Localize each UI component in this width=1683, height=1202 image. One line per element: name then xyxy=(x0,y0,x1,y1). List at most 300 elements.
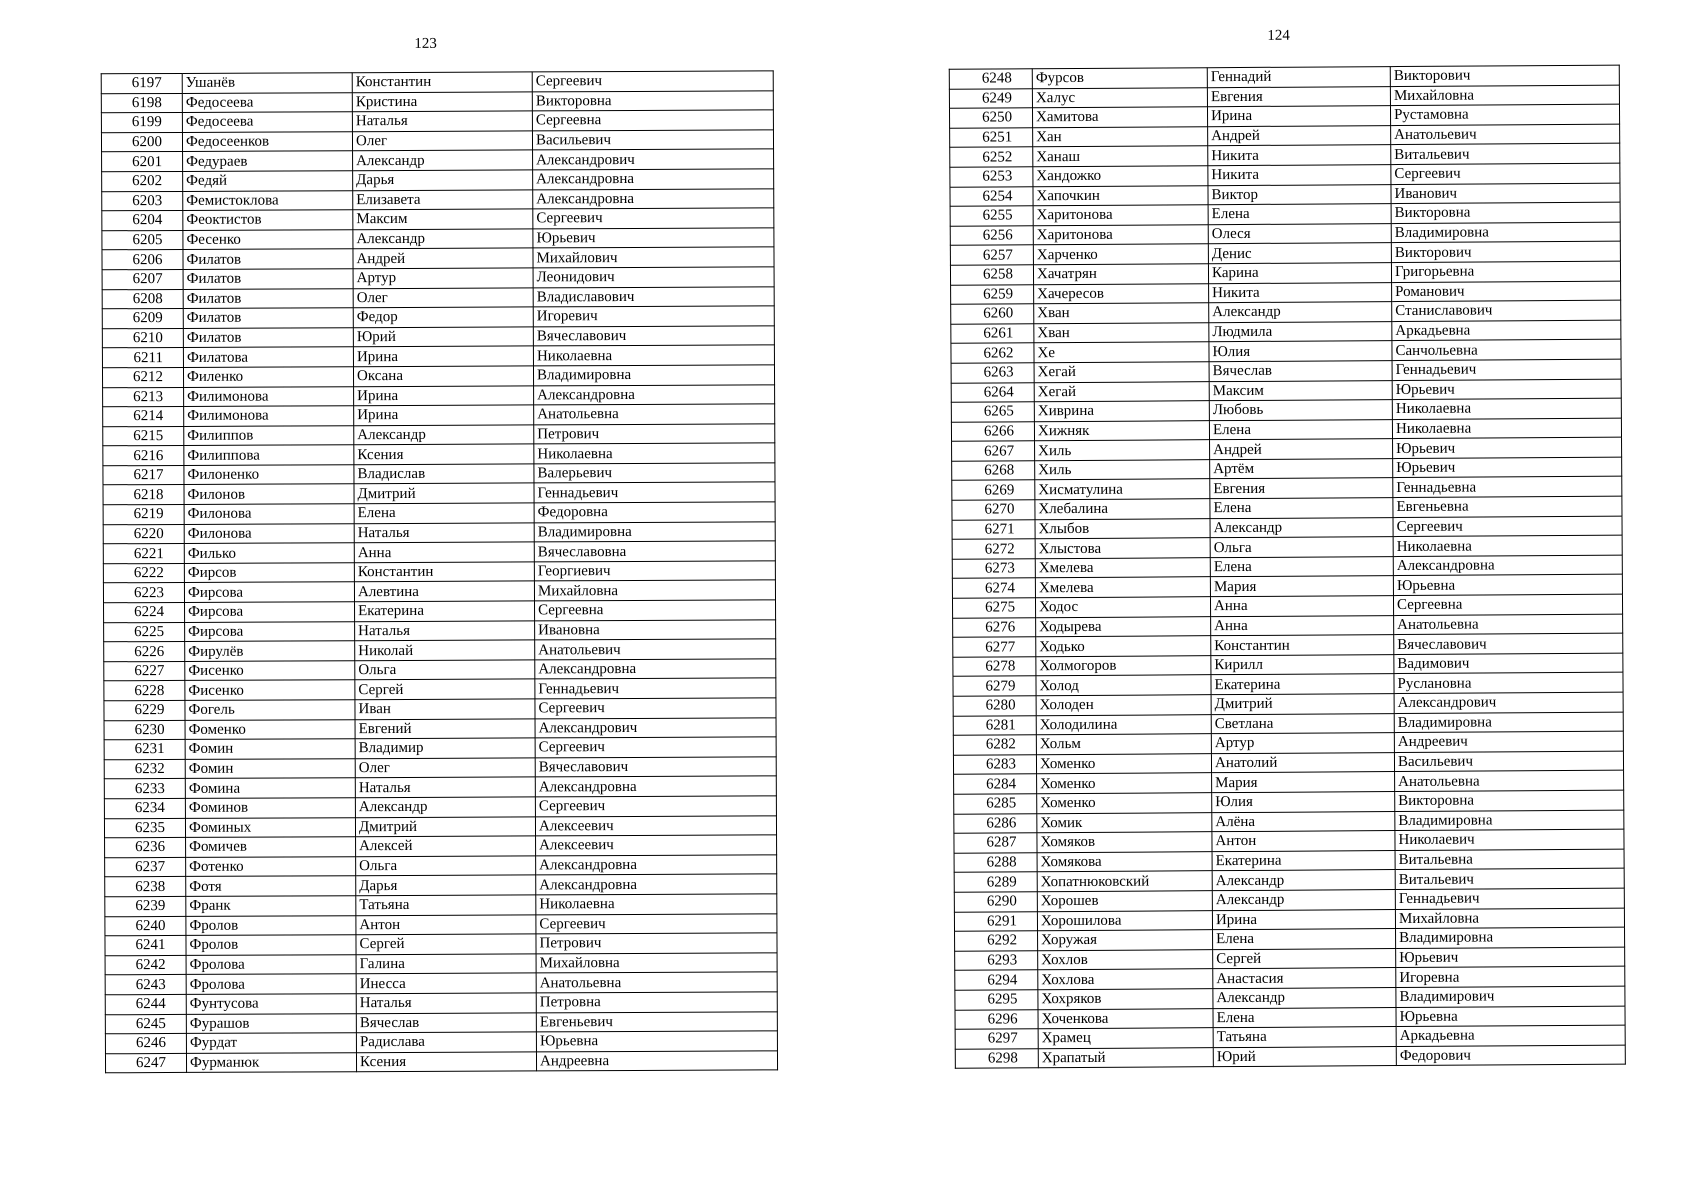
row-number: 6270 xyxy=(952,500,1035,520)
last-name: Хиль xyxy=(1035,460,1210,481)
patronymic: Викторовна xyxy=(532,90,773,111)
last-name: Хамитова xyxy=(1032,107,1207,128)
row-number: 6257 xyxy=(950,245,1033,265)
last-name: Филиппов xyxy=(184,425,354,445)
last-name: Хмелева xyxy=(1035,577,1210,598)
last-name: Фомина xyxy=(185,778,355,798)
row-number: 6199 xyxy=(101,113,182,133)
row-number: 6276 xyxy=(953,617,1036,637)
patronymic: Васильевич xyxy=(1394,751,1623,772)
last-name: Хлебалина xyxy=(1035,499,1210,520)
row-number: 6269 xyxy=(952,480,1035,500)
last-name: Хиль xyxy=(1035,440,1210,461)
last-name: Филатов xyxy=(183,308,353,328)
last-name: Фоменко xyxy=(185,719,355,739)
row-number: 6250 xyxy=(949,108,1032,128)
patronymic: Игоревна xyxy=(1396,966,1625,987)
patronymic: Сергеевич xyxy=(1393,516,1622,537)
last-name: Хлыбов xyxy=(1035,518,1210,539)
patronymic: Юрьевна xyxy=(1393,575,1622,596)
patronymic: Вячеславович xyxy=(533,326,774,347)
row-number: 6289 xyxy=(954,872,1037,892)
patronymic: Сергеевич xyxy=(535,737,776,758)
patronymic: Иванович xyxy=(1391,183,1620,204)
first-name: Владислав xyxy=(354,464,534,484)
row-number: 6230 xyxy=(104,720,185,740)
row-number: 6293 xyxy=(955,950,1038,970)
row-number: 6246 xyxy=(105,1034,186,1054)
patronymic: Михайловна xyxy=(1395,908,1624,929)
first-name: Мария xyxy=(1210,576,1393,597)
row-number: 6282 xyxy=(953,735,1036,755)
first-name: Алексей xyxy=(356,836,536,856)
last-name: Федосеенков xyxy=(182,131,352,151)
patronymic: Николаевна xyxy=(1393,535,1622,556)
patronymic: Григорьевна xyxy=(1391,261,1620,282)
row-number: 6245 xyxy=(105,1014,186,1034)
patronymic: Анатольевна xyxy=(534,404,775,425)
last-name: Ушанёв xyxy=(182,73,352,93)
last-name: Хван xyxy=(1034,303,1209,324)
patronymic: Алексеевич xyxy=(536,835,777,856)
first-name: Никита xyxy=(1208,165,1391,186)
first-name: Антон xyxy=(356,914,536,934)
first-name: Кирилл xyxy=(1211,654,1394,675)
row-number: 6280 xyxy=(953,696,1036,716)
last-name: Феоктистов xyxy=(183,210,353,230)
first-name: Ирина xyxy=(1207,106,1390,127)
patronymic: Геннадьевич xyxy=(535,678,776,699)
first-name: Дмитрий xyxy=(1211,694,1394,715)
first-name: Ольга xyxy=(355,660,535,680)
first-name: Дарья xyxy=(356,875,536,895)
first-name: Иван xyxy=(355,699,535,719)
patronymic: Юрьевич xyxy=(1393,457,1622,478)
patronymic: Юрьевна xyxy=(1396,1006,1625,1027)
first-name: Николай xyxy=(355,640,535,660)
row-number: 6233 xyxy=(104,779,185,799)
last-name: Филатов xyxy=(183,327,353,347)
last-name: Хачересов xyxy=(1034,283,1209,304)
row-number: 6236 xyxy=(105,838,186,858)
row-number: 6298 xyxy=(955,1048,1038,1068)
row-number: 6216 xyxy=(103,446,184,466)
first-name: Ксения xyxy=(354,444,534,464)
patronymic: Игоревич xyxy=(533,306,774,327)
patronymic: Валерьевич xyxy=(534,463,775,484)
roster-table xyxy=(101,70,778,1073)
row-number: 6274 xyxy=(952,578,1035,598)
last-name: Хандожко xyxy=(1033,166,1208,187)
row-number: 6214 xyxy=(103,407,184,427)
patronymic: Сергеевна xyxy=(532,110,773,131)
row-number: 6211 xyxy=(102,348,183,368)
row-number: 6210 xyxy=(102,328,183,348)
patronymic: Викторович xyxy=(1390,65,1619,86)
patronymic: Рустамовна xyxy=(1390,104,1619,125)
first-name: Андрей xyxy=(353,248,533,268)
patronymic: Анатольевич xyxy=(535,639,776,660)
row-number: 6237 xyxy=(105,857,186,877)
row-number: 6285 xyxy=(954,794,1037,814)
first-name: Наталья xyxy=(354,523,534,543)
row-number: 6286 xyxy=(954,813,1037,833)
last-name: Фогель xyxy=(185,700,355,720)
first-name: Артём xyxy=(1210,458,1393,479)
patronymic: Владимировна xyxy=(1395,810,1624,831)
row-number: 6264 xyxy=(951,382,1034,402)
first-name: Андрей xyxy=(1208,125,1391,146)
last-name: Фирсова xyxy=(185,602,355,622)
row-number: 6202 xyxy=(102,171,183,191)
row-number: 6209 xyxy=(102,309,183,329)
patronymic: Витальевна xyxy=(1395,849,1624,870)
first-name: Юрий xyxy=(1213,1046,1396,1067)
first-name: Любовь xyxy=(1209,400,1392,421)
patronymic: Сергеевич xyxy=(532,71,773,92)
last-name: Филиппова xyxy=(184,445,354,465)
row-number: 6258 xyxy=(950,265,1033,285)
last-name: Хегай xyxy=(1034,362,1209,383)
first-name: Елена xyxy=(1213,1007,1396,1028)
patronymic: Юрьевна xyxy=(536,1031,777,1052)
last-name: Хохлова xyxy=(1038,969,1213,990)
patronymic: Андреевич xyxy=(1394,731,1623,752)
patronymic: Сергеевна xyxy=(1393,594,1622,615)
patronymic: Юрьевич xyxy=(1393,437,1622,458)
first-name: Андрей xyxy=(1210,439,1393,460)
patronymic: Александровна xyxy=(536,855,777,876)
patronymic: Александровна xyxy=(536,874,777,895)
row-number: 6288 xyxy=(954,853,1037,873)
last-name: Хмелева xyxy=(1035,558,1210,579)
last-name: Харитонова xyxy=(1033,224,1208,245)
row-number: 6198 xyxy=(101,93,182,113)
row-number: 6273 xyxy=(952,559,1035,579)
last-name: Хоружая xyxy=(1038,930,1213,951)
patronymic: Евгеньевич xyxy=(536,1011,777,1032)
first-name: Оксана xyxy=(353,366,533,386)
last-name: Хоменко xyxy=(1037,793,1212,814)
row-number: 6262 xyxy=(951,343,1034,363)
last-name: Хорошилова xyxy=(1037,910,1212,931)
row-number: 6283 xyxy=(953,755,1036,775)
last-name: Фисенко xyxy=(185,680,355,700)
first-name: Александр xyxy=(1212,890,1395,911)
row-number: 6229 xyxy=(104,700,185,720)
patronymic: Александровна xyxy=(534,384,775,405)
last-name: Фисенко xyxy=(185,661,355,681)
row-number: 6224 xyxy=(104,602,185,622)
row-number: 6259 xyxy=(951,284,1034,304)
last-name: Храмец xyxy=(1038,1028,1213,1049)
first-name: Елена xyxy=(1210,556,1393,577)
first-name: Александр xyxy=(354,425,534,445)
last-name: Фомичев xyxy=(186,837,356,857)
last-name: Хапочкин xyxy=(1033,185,1208,206)
row-number: 6284 xyxy=(954,774,1037,794)
last-name: Филоненко xyxy=(184,465,354,485)
row-number: 6203 xyxy=(102,191,183,211)
first-name: Татьяна xyxy=(1213,1027,1396,1048)
first-name: Антон xyxy=(1212,831,1395,852)
last-name: Харитонова xyxy=(1033,205,1208,226)
row-number: 6253 xyxy=(950,167,1033,187)
last-name: Фомин xyxy=(185,758,355,778)
last-name: Холодилина xyxy=(1036,714,1211,735)
last-name: Хохлов xyxy=(1038,949,1213,970)
last-name: Филонова xyxy=(184,523,354,543)
patronymic: Викторовна xyxy=(1391,202,1620,223)
patronymic: Петрович xyxy=(534,424,775,445)
row-number: 6271 xyxy=(952,519,1035,539)
first-name: Екатерина xyxy=(1211,674,1394,695)
last-name: Ходос xyxy=(1035,597,1210,618)
first-name: Радислава xyxy=(356,1032,536,1052)
patronymic: Георгиевич xyxy=(534,561,775,582)
first-name: Анатолий xyxy=(1211,752,1394,773)
patronymic: Михайловна xyxy=(536,953,777,974)
row-number: 6272 xyxy=(952,539,1035,559)
last-name: Хисматулина xyxy=(1035,479,1210,500)
row-number: 6251 xyxy=(950,128,1033,148)
roster-table xyxy=(949,65,1626,1069)
first-name: Федор xyxy=(353,307,533,327)
first-name: Александр xyxy=(355,797,535,817)
row-number: 6217 xyxy=(103,465,184,485)
row-number: 6218 xyxy=(103,485,184,505)
row-number: 6223 xyxy=(103,583,184,603)
first-name: Максим xyxy=(353,209,533,229)
patronymic: Сергеевич xyxy=(535,698,776,719)
first-name: Денис xyxy=(1208,243,1391,264)
row-number: 6239 xyxy=(105,896,186,916)
first-name: Елизавета xyxy=(353,189,533,209)
patronymic: Геннадьевич xyxy=(1395,888,1624,909)
first-name: Елена xyxy=(1210,498,1393,519)
row-number: 6281 xyxy=(953,715,1036,735)
patronymic: Сергеевич xyxy=(536,913,777,934)
row-number: 6242 xyxy=(105,955,186,975)
first-name: Александр xyxy=(1210,517,1393,538)
row-number: 6231 xyxy=(104,740,185,760)
row-number: 6219 xyxy=(103,505,184,525)
first-name: Александр xyxy=(1212,870,1395,891)
patronymic: Аркадьевна xyxy=(1396,1025,1625,1046)
last-name: Хан xyxy=(1033,126,1208,147)
first-name: Ирина xyxy=(1212,909,1395,930)
last-name: Хижняк xyxy=(1034,420,1209,441)
last-name: Филатова xyxy=(183,347,353,367)
last-name: Фролова xyxy=(186,954,356,974)
last-name: Хохряков xyxy=(1038,989,1213,1010)
row-number: 6213 xyxy=(103,387,184,407)
last-name: Фунтусова xyxy=(186,994,356,1014)
patronymic: Евгеньевна xyxy=(1393,496,1622,517)
first-name: Галина xyxy=(356,954,536,974)
first-name: Олег xyxy=(352,131,532,151)
row-number: 6297 xyxy=(955,1029,1038,1049)
row-number: 6240 xyxy=(105,916,186,936)
first-name: Максим xyxy=(1209,380,1392,401)
patronymic: Анатольевна xyxy=(1394,614,1623,635)
row-number: 6266 xyxy=(951,421,1034,441)
row-number: 6207 xyxy=(102,269,183,289)
row-number: 6204 xyxy=(102,211,183,231)
first-name: Юрий xyxy=(353,327,533,347)
first-name: Елена xyxy=(1209,419,1392,440)
last-name: Фотя xyxy=(186,876,356,896)
first-name: Александр xyxy=(1209,302,1392,323)
last-name: Фролов xyxy=(186,935,356,955)
roster-body xyxy=(101,71,777,1073)
last-name: Филимонова xyxy=(184,386,354,406)
first-name: Сергей xyxy=(355,679,535,699)
last-name: Фирсова xyxy=(185,621,355,641)
last-name: Филатов xyxy=(183,288,353,308)
first-name: Татьяна xyxy=(356,895,536,915)
last-name: Халус xyxy=(1032,87,1207,108)
first-name: Константин xyxy=(1211,635,1394,656)
last-name: Фотенко xyxy=(186,856,356,876)
patronymic: Романович xyxy=(1392,281,1621,302)
last-name: Хоченкова xyxy=(1038,1008,1213,1029)
table-row xyxy=(955,1045,1625,1069)
row-number: 6226 xyxy=(104,642,185,662)
patronymic: Анатольевна xyxy=(536,972,777,993)
row-number: 6255 xyxy=(950,206,1033,226)
patronymic: Сергеевич xyxy=(1391,163,1620,184)
first-name: Сергей xyxy=(356,934,536,954)
first-name: Наталья xyxy=(356,993,536,1013)
row-number: 6241 xyxy=(105,936,186,956)
first-name: Алёна xyxy=(1212,811,1395,832)
last-name: Фурашов xyxy=(186,1013,356,1033)
row-number: 6278 xyxy=(953,657,1036,677)
first-name: Никита xyxy=(1208,145,1391,166)
patronymic: Николаевна xyxy=(1392,418,1621,439)
first-name: Геннадий xyxy=(1207,67,1390,88)
row-number: 6261 xyxy=(951,323,1034,343)
first-name: Елена xyxy=(354,503,534,523)
first-name: Светлана xyxy=(1211,713,1394,734)
patronymic: Викторович xyxy=(1391,242,1620,263)
patronymic: Владимировна xyxy=(1396,927,1625,948)
row-number: 6279 xyxy=(953,676,1036,696)
row-number: 6248 xyxy=(949,69,1032,89)
patronymic: Владимировна xyxy=(533,365,774,386)
row-number: 6290 xyxy=(954,892,1037,912)
first-name: Дарья xyxy=(353,170,533,190)
last-name: Федосеева xyxy=(182,92,352,112)
last-name: Хиврина xyxy=(1034,401,1209,422)
row-number: 6225 xyxy=(104,622,185,642)
patronymic: Михайловна xyxy=(534,580,775,601)
patronymic: Руслановна xyxy=(1394,673,1623,694)
last-name: Хван xyxy=(1034,322,1209,343)
patronymic: Александровна xyxy=(533,188,774,209)
patronymic: Сергеевич xyxy=(533,208,774,229)
row-number: 6265 xyxy=(951,402,1034,422)
last-name: Хачатрян xyxy=(1033,264,1208,285)
first-name: Карина xyxy=(1208,263,1391,284)
first-name: Екатерина xyxy=(355,601,535,621)
patronymic: Николаевна xyxy=(536,894,777,915)
patronymic: Федорович xyxy=(1396,1045,1625,1066)
patronymic: Юрьевич xyxy=(1392,379,1621,400)
patronymic: Васильевич xyxy=(532,130,773,151)
row-number: 6263 xyxy=(951,363,1034,383)
patronymic: Юрьевич xyxy=(1396,947,1625,968)
first-name: Ирина xyxy=(354,385,534,405)
first-name: Константин xyxy=(352,72,532,92)
row-number: 6267 xyxy=(952,441,1035,461)
row-number: 6287 xyxy=(954,833,1037,853)
row-number: 6249 xyxy=(949,88,1032,108)
patronymic: Петровна xyxy=(536,992,777,1013)
first-name: Екатерина xyxy=(1212,850,1395,871)
patronymic: Владиславович xyxy=(533,286,774,307)
patronymic: Станиславович xyxy=(1392,300,1621,321)
last-name: Фомин xyxy=(185,739,355,759)
first-name: Анастасия xyxy=(1213,968,1396,989)
first-name: Вячеслав xyxy=(1209,360,1392,381)
patronymic: Санчольевна xyxy=(1392,339,1621,360)
last-name: Фролова xyxy=(186,974,356,994)
last-name: Хомик xyxy=(1037,812,1212,833)
patronymic: Вячеславович xyxy=(535,757,776,778)
patronymic: Леонидович xyxy=(533,267,774,288)
first-name: Анна xyxy=(354,542,534,562)
row-number: 6215 xyxy=(103,426,184,446)
row-number: 6252 xyxy=(950,147,1033,167)
first-name: Александр xyxy=(1213,987,1396,1008)
last-name: Холод xyxy=(1036,675,1211,696)
last-name: Федосеева xyxy=(182,112,352,132)
row-number: 6275 xyxy=(952,598,1035,618)
first-name: Наталья xyxy=(355,621,535,641)
last-name: Фирсова xyxy=(184,582,354,602)
row-number: 6200 xyxy=(101,132,182,152)
patronymic: Александровна xyxy=(535,659,776,680)
row-number: 6221 xyxy=(103,544,184,564)
patronymic: Владимирович xyxy=(1396,986,1625,1007)
first-name: Константин xyxy=(354,562,534,582)
row-number: 6205 xyxy=(102,230,183,250)
first-name: Виктор xyxy=(1208,184,1391,205)
last-name: Филонова xyxy=(184,504,354,524)
patronymic: Геннадьевич xyxy=(534,482,775,503)
patronymic: Александровна xyxy=(533,169,774,190)
last-name: Филонов xyxy=(184,484,354,504)
row-number: 6235 xyxy=(104,818,185,838)
last-name: Фоминов xyxy=(185,798,355,818)
row-number: 6260 xyxy=(951,304,1034,324)
last-name: Франк xyxy=(186,896,356,916)
patronymic: Николаевна xyxy=(534,443,775,464)
patronymic: Николаевна xyxy=(533,345,774,366)
patronymic: Анатольевна xyxy=(1395,771,1624,792)
patronymic: Сергеевич xyxy=(535,796,776,817)
patronymic: Александровна xyxy=(535,776,776,797)
last-name: Фурманюк xyxy=(186,1052,356,1072)
patronymic: Вячеславович xyxy=(1394,633,1623,654)
right-page xyxy=(837,0,1683,1202)
patronymic: Николаевич xyxy=(1395,829,1624,850)
patronymic: Федоровна xyxy=(534,502,775,523)
last-name: Хегай xyxy=(1034,381,1209,402)
first-name: Анна xyxy=(1211,615,1394,636)
